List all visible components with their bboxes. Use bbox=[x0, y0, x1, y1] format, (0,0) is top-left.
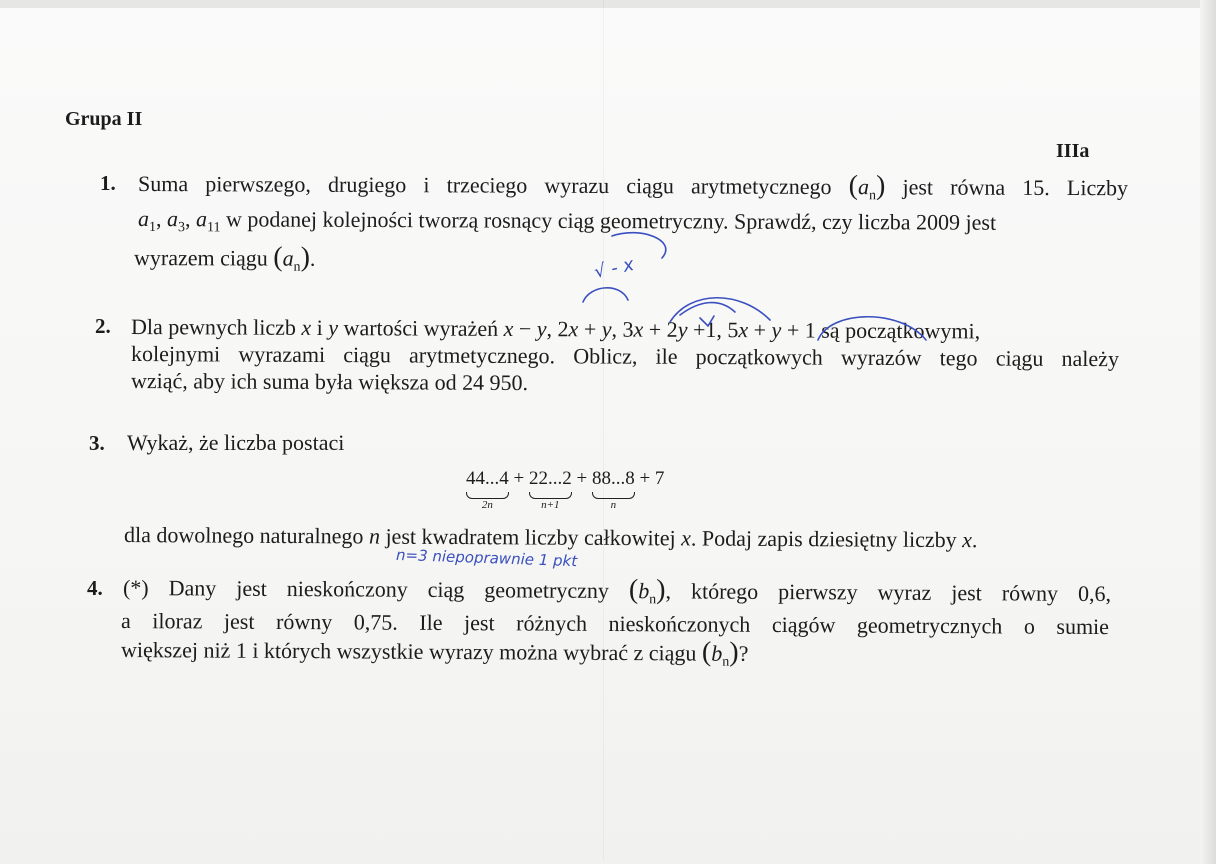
version-label: IIIa bbox=[1056, 140, 1090, 162]
handwritten-mark: √ - x bbox=[592, 254, 636, 283]
task-text: Wykaż, że liczba postaci bbox=[127, 430, 345, 455]
formula-term: 88...8 n bbox=[591, 468, 635, 511]
formula-term: 44...4 2n bbox=[466, 468, 509, 511]
task-text: (*) Dany jest nieskończony ciąg geometryczny bbox=[122, 575, 610, 603]
group-title: Grupa II bbox=[65, 108, 143, 130]
task-text: jest kwadratem liczby całkowitej bbox=[385, 523, 676, 551]
number-formula bbox=[466, 468, 665, 511]
task-text: wyrazem ciągu bbox=[133, 245, 268, 271]
task-text: wziąć, aby ich suma była większa od 24 950. bbox=[130, 368, 529, 396]
task-text: w podanej kolejności tworzą rosnący ciąg geometryczny. Sprawdź, czy liczba 2009 jest bbox=[225, 206, 997, 235]
task-text: kolejnymi wyrazami ciągu arytmetycznego. Oblicz, ile początkowych wyrazów tego ciągu należy bbox=[130, 341, 1120, 372]
task-text: . Podaj zapis dziesiętny liczby bbox=[690, 525, 957, 553]
task-number: 3. bbox=[89, 431, 105, 455]
exam-sheet: Grupa II IIIa 1. Suma pierwszego, drugiego i trzeciego wyrazu ciągu arytmetycznego $(a_n)$ jest równa 15. Liczby $a_1$, $a_3$, $a_{11}$ w podanej kolejności tworzą rosnący ciąg geometryczny. Sprawdź, czy liczba 2009 jest wyrazem ciągu $(a_n)$. 2. Dla pewnych liczb x i y wartości wyrażeń x − y, 2x + y, 3x + 2y +1, 5x + y + 1 są początkowymi, kolejnymi wyrazami ciągu arytmetycznego. Oblicz, ile początkowych wyrazów tego ciągu należy wziąć, aby ich suma była większa od 24 950. 3. Wykaż, że liczba postaci 44...4 2n + 22...2 n+1 + 88...8 n + 7 dla dowolnego naturalnego n jest kwadratem liczby całkowitej x. Podaj zapis dziesiętny liczby x. 4. (*) Dany jest nieskończony ciąg geometryczny $(b_n)$, którego pierwszy wyraz jest równy 0,6, a iloraz jest równy 0,75. Ile jest różnych nieskończonych ciągów geometrycznych o sumie większej niż 1 i których wszystkie wyrazy można wybrać z ciągu $(b_n)$? n=3 niepoprawnie 1 pkt √ - x bbox=[0, 0, 1216, 864]
plus-sign: + bbox=[576, 468, 588, 489]
paper-fold bbox=[603, 0, 604, 860]
task-text: Dla pewnych liczb bbox=[130, 314, 297, 340]
task-text: są początkowymi, bbox=[821, 317, 981, 344]
handwritten-note: n=3 niepoprawnie 1 pkt bbox=[395, 545, 578, 571]
formula-tail: + 7 bbox=[639, 468, 665, 489]
task-number: 2. bbox=[95, 314, 111, 338]
paper-edge-top bbox=[0, 0, 1216, 8]
paper-edge-right bbox=[1200, 0, 1216, 864]
task-number: 4. bbox=[87, 576, 103, 600]
formula-term: 22...2 n+1 bbox=[528, 468, 572, 511]
plus-sign: + bbox=[513, 468, 525, 489]
task-text: dla dowolnego naturalnego bbox=[123, 522, 364, 549]
task-text: , którego pierwszy wyraz jest równy 0,6, bbox=[665, 578, 1112, 607]
task-text: Suma pierwszego, drugiego i trzeciego wyrazu ciągu arytmetycznego bbox=[137, 171, 832, 200]
task-text: a iloraz jest równy 0,75. Ile jest różnych nieskończonych ciągów geometrycznych o sumie bbox=[120, 608, 1110, 640]
task-number: 1. bbox=[100, 171, 116, 195]
task-text: jest równa 15. Liczby bbox=[902, 174, 1129, 201]
task-text: większej niż 1 i których wszystkie wyrazy można wybrać z ciągu bbox=[120, 637, 697, 666]
task-text: wartości wyrażeń bbox=[343, 315, 499, 341]
